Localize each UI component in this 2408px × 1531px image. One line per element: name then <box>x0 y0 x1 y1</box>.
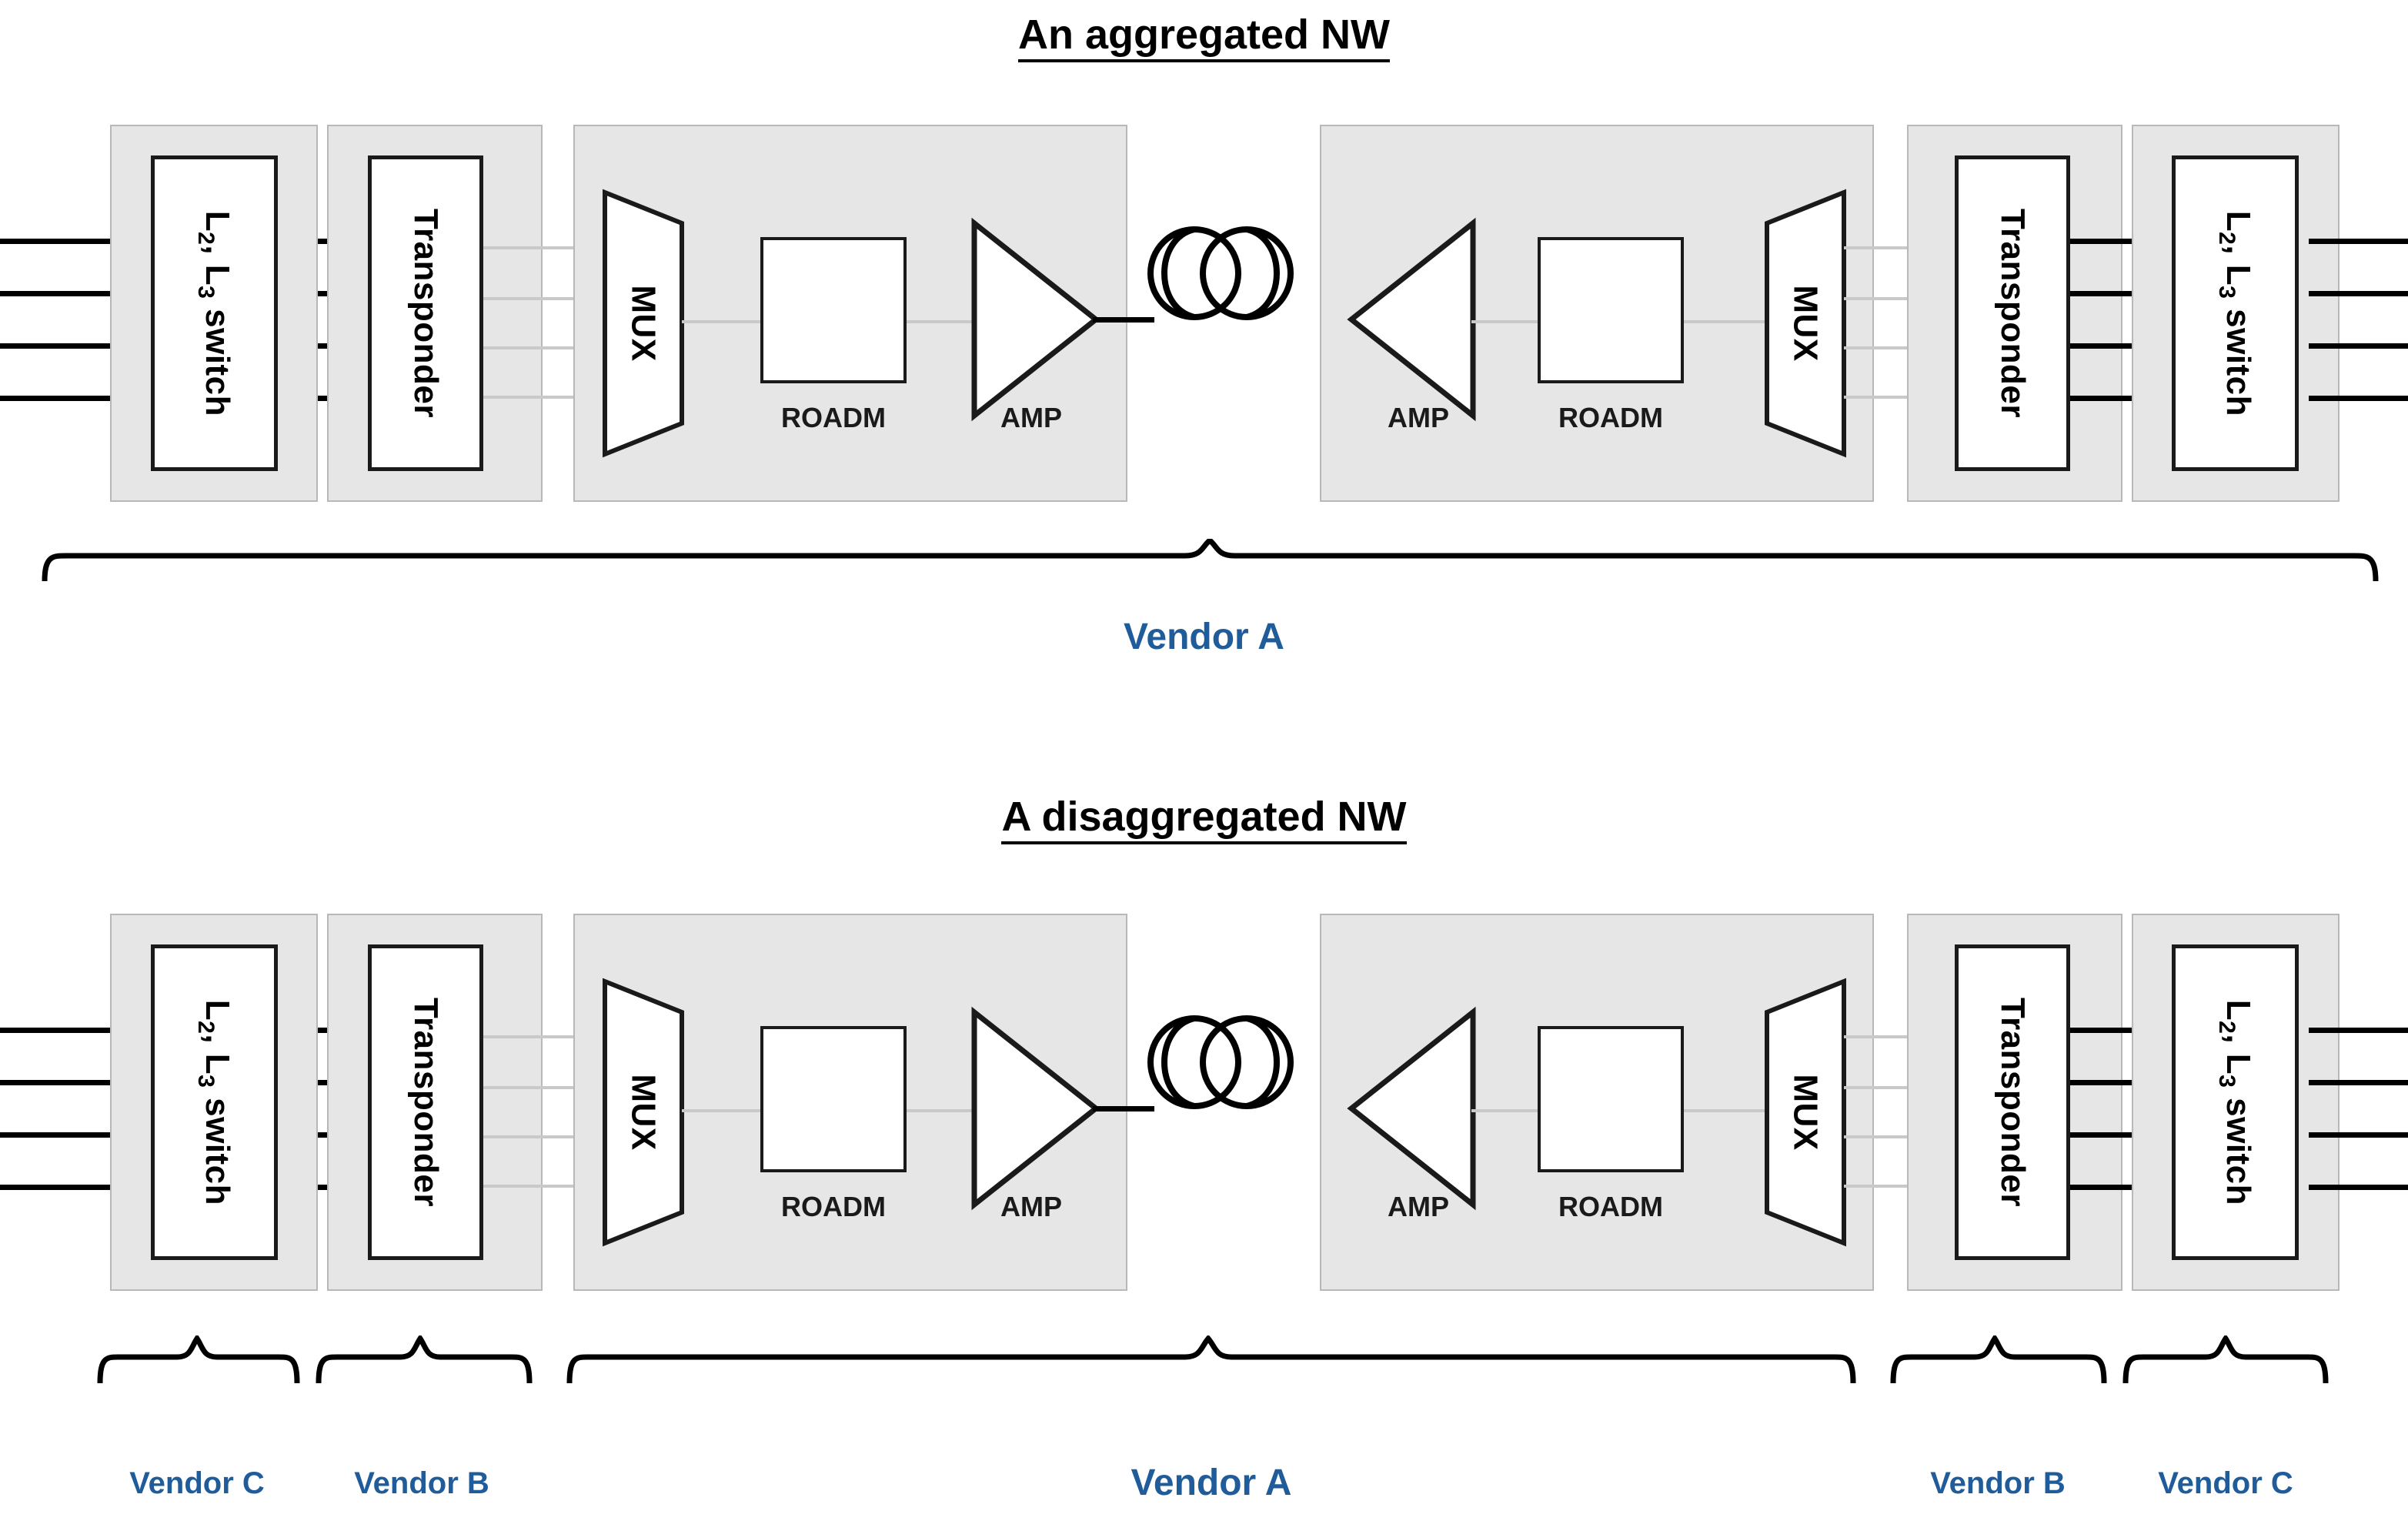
device-roadm-left-label: ROADM <box>781 1191 886 1222</box>
section-title-aggregated-text: An aggregated NW <box>1018 12 1390 62</box>
external-link-line <box>2309 343 2408 349</box>
device-switch-right-label: $L_2$, $L_3$ switch <box>2214 999 2257 1205</box>
external-link-line <box>2309 1080 2408 1085</box>
external-link-line <box>2309 239 2408 244</box>
device-roadm-right-label: ROADM <box>1558 402 1663 433</box>
external-link-line <box>2309 1185 2408 1190</box>
device-amp-right-label: AMP <box>1388 1191 1449 1222</box>
device-mux-right-label: MUX <box>1787 1074 1825 1151</box>
section-title-disaggregated-text: A disaggregated NW <box>1001 794 1406 844</box>
device-amp-left-label: AMP <box>1000 402 1062 433</box>
device-transponder-left-label: Transponder <box>407 998 445 1207</box>
vendor-label-c-left: Vendor C <box>129 1466 265 1500</box>
external-link-line <box>2309 1028 2408 1033</box>
vendor-label-a-center: Vendor A <box>1131 1462 1292 1503</box>
device-mux-right <box>1767 231 1844 416</box>
external-link-line <box>2309 291 2408 296</box>
vendor-brace-group-disaggregated <box>0 1335 2408 1528</box>
external-link-line <box>2309 396 2408 401</box>
vendor-label-a: Vendor A <box>1124 617 1284 657</box>
device-amp-right-label: AMP <box>1388 402 1449 433</box>
device-mux-right <box>1767 1020 1844 1205</box>
device-amp-left-label: AMP <box>1000 1191 1062 1222</box>
device-mux-left-label: MUX <box>625 285 663 362</box>
device-transponder-right <box>1955 944 2070 1260</box>
device-transponder-right <box>1955 155 2070 471</box>
external-link-line <box>2309 1132 2408 1138</box>
device-switch-left-label: $L_2$, $L_3$ switch <box>193 999 236 1205</box>
device-switch-right <box>2172 155 2299 471</box>
device-switch-right-label: $L_2$, $L_3$ switch <box>2214 210 2257 416</box>
device-switch-left-label: $L_2$, $L_3$ switch <box>193 210 236 416</box>
vendor-label-b-right: Vendor B <box>1930 1466 2066 1500</box>
device-transponder-right-label: Transponder <box>1994 998 2032 1207</box>
vendor-label-b-left: Vendor B <box>354 1466 489 1500</box>
vendor-brace-group-aggregated <box>0 539 2408 693</box>
network-diagram-disaggregated <box>0 904 2408 1312</box>
device-transponder-right-label: Transponder <box>1994 209 2032 418</box>
brace-set-disaggregated <box>0 1335 2408 1428</box>
section-title-disaggregated <box>0 793 2408 841</box>
network-diagram-aggregated <box>0 115 2408 523</box>
device-roadm-left-label: ROADM <box>781 402 886 433</box>
device-mux-right-label: MUX <box>1787 285 1825 362</box>
device-transponder-left-label: Transponder <box>407 209 445 418</box>
vendor-label-c-right: Vendor C <box>2158 1466 2293 1500</box>
section-title-aggregated <box>0 11 2408 58</box>
device-mux-left-label: MUX <box>625 1074 663 1151</box>
device-roadm-right-label: ROADM <box>1558 1191 1663 1222</box>
device-switch-right <box>2172 944 2299 1260</box>
